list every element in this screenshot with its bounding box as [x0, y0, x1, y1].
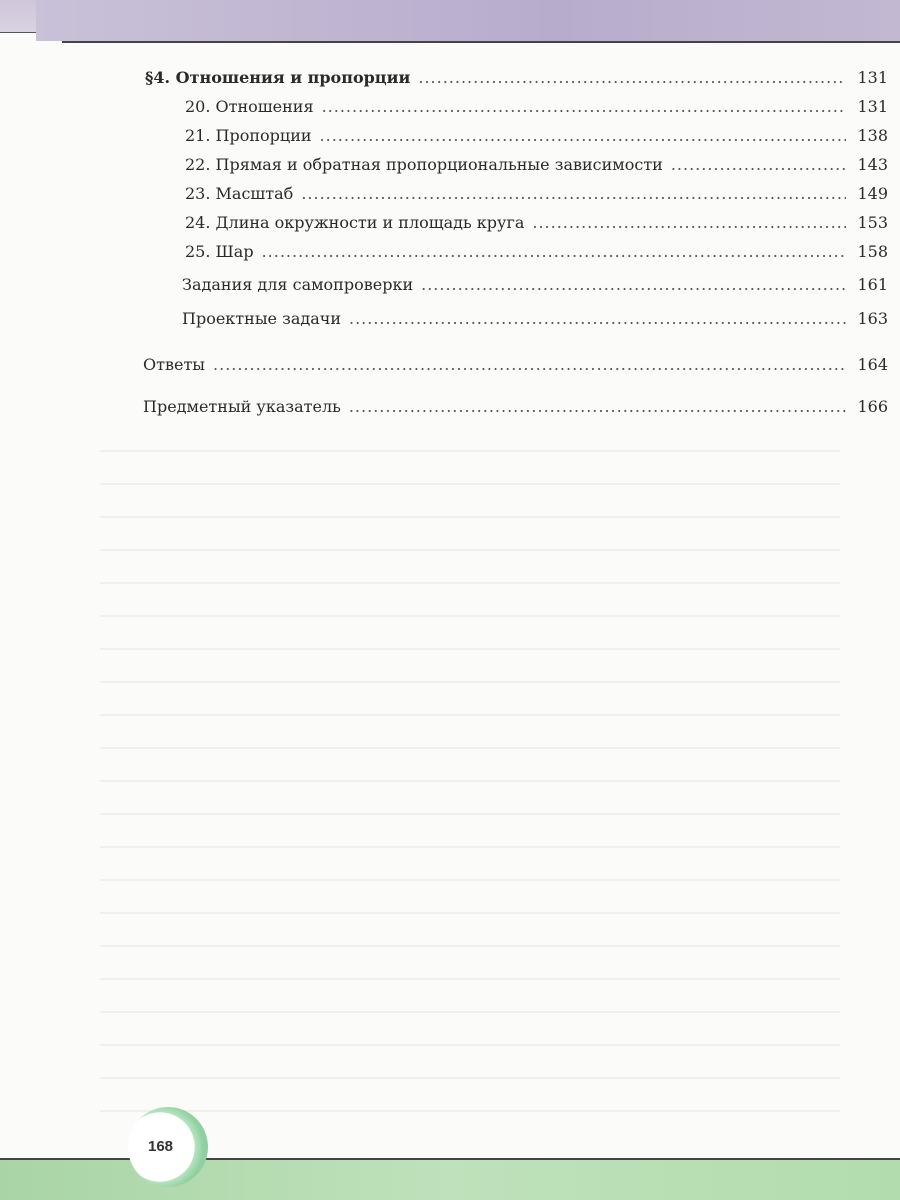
toc-label: 25. Шар — [185, 242, 254, 261]
toc-label: 24. Длина окружности и площадь круга — [185, 213, 525, 232]
toc-item-23 — [185, 184, 888, 203]
leader-dots — [532, 213, 846, 232]
toc-label: 20. Отношения — [185, 97, 314, 116]
toc-page: 163 — [857, 309, 888, 328]
leader-dots — [671, 155, 846, 174]
toc-page: 158 — [857, 242, 888, 261]
toc-page: 153 — [857, 213, 888, 232]
toc-self-check — [182, 275, 888, 294]
leader-dots — [349, 397, 846, 416]
toc-label: 23. Масштаб — [185, 184, 294, 203]
leader-dots — [301, 184, 846, 203]
toc-label: Предметный указатель — [143, 397, 341, 416]
header-rule-left — [0, 32, 36, 33]
toc-item-25 — [185, 242, 888, 261]
toc-label: 21. Пропорции — [185, 126, 312, 145]
leader-dots — [262, 242, 846, 261]
toc-index — [143, 397, 888, 416]
leader-dots — [418, 68, 846, 87]
toc-page: 131 — [857, 97, 888, 116]
leader-dots — [349, 309, 846, 328]
toc-section-4 — [145, 68, 888, 87]
leader-dots — [421, 275, 846, 294]
toc-item-24 — [185, 213, 888, 232]
toc-item-21 — [185, 126, 888, 145]
leader-dots — [320, 126, 846, 145]
toc-label: Проектные задачи — [182, 309, 341, 328]
leader-dots — [213, 355, 846, 374]
toc-label: §4. Отношения и пропорции — [145, 68, 411, 87]
toc-label: 22. Прямая и обратная пропорциональные зависимости — [185, 155, 663, 174]
toc-page: 131 — [857, 68, 888, 87]
toc-page: 143 — [857, 155, 888, 174]
toc-item-22 — [185, 155, 888, 174]
toc-projects — [182, 309, 888, 328]
header-band-left — [0, 0, 40, 33]
page-number: 168 — [148, 1138, 174, 1155]
toc-item-20 — [185, 97, 888, 116]
toc-page: 164 — [857, 355, 888, 374]
toc-label: Ответы — [143, 355, 206, 374]
toc-label: Задания для самопроверки — [182, 275, 414, 294]
header-rule — [62, 41, 900, 43]
bleed-through-text — [100, 430, 840, 1130]
toc-answers — [143, 355, 888, 374]
leader-dots — [322, 97, 846, 116]
toc-page: 161 — [857, 275, 888, 294]
toc-page: 138 — [857, 126, 888, 145]
toc-page: 166 — [857, 397, 888, 416]
header-band — [36, 0, 900, 41]
toc-page: 149 — [857, 184, 888, 203]
